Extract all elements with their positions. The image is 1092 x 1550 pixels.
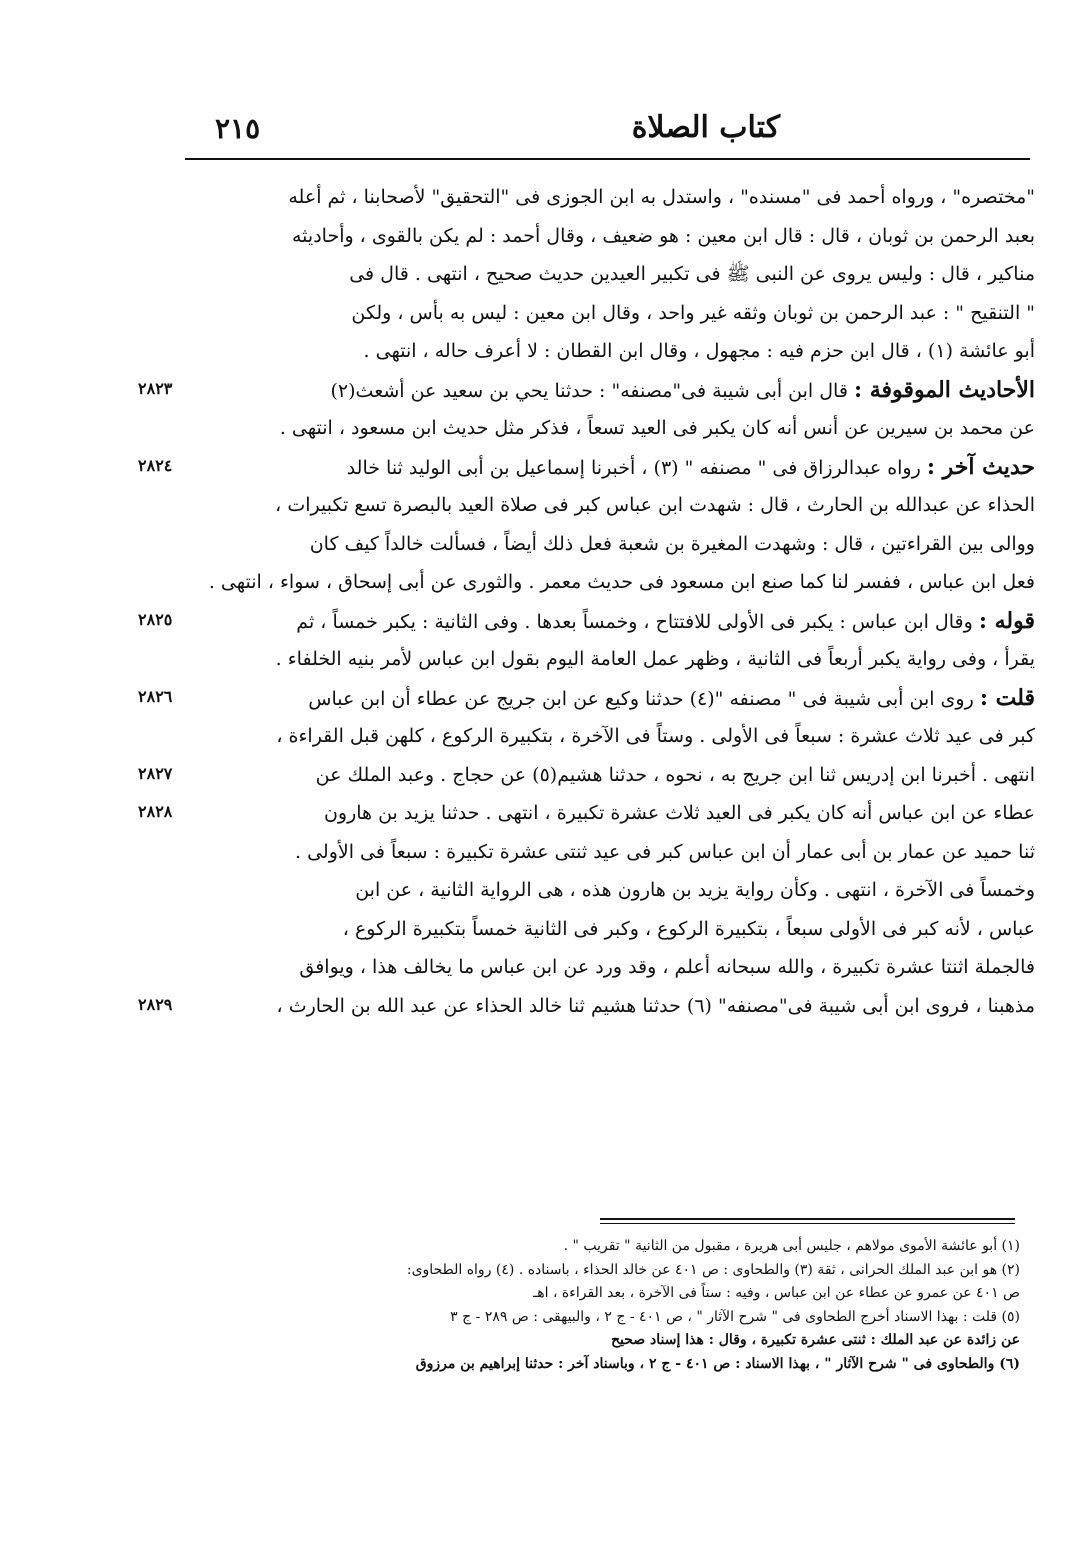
line-text: يقرأ ، وفى رواية يكبر أربعاً فى الثانية ، وظهر عمل العامة اليوم بقول ابن عباس لأمر بنيه الخلفاء . [275, 648, 1035, 670]
hadith-number: ٢٨٢٩ [138, 994, 173, 1014]
line-text: الحذاء عن عبدالله بن الحارث ، قال : شهدت ابن عباس كبر فى صلاة العيد بالبصرة تسع تكبيرات ، [275, 494, 1035, 516]
line-text: انتهى . أخبرنا ابن إدريس ثنا ابن جريج به ، نحوه ، حدثنا هشيم(٥) عن حجاج . وعبد الملك عن [315, 763, 1035, 786]
text-line [190, 332, 1035, 371]
footnote-line: عن زائدة عن عبد الملك : ثنتى عشرة تكبيرة ، وقال : هذا إسناد صحيح [610, 1332, 1020, 1348]
text-line [190, 640, 1035, 679]
page-header [185, 110, 1030, 154]
page-number: ٢١٥ [215, 112, 261, 145]
line-text: ووالى بين القراءتين ، قال : وشهدت المغيرة بن شعبة فعل ذلك أيضاً ، فسألت خالداً كيف كان [309, 532, 1035, 555]
line-text: " التنقيح " : عبد الرحمن بن ثوبان وثقه غير واحد ، وقال ابن معين : ليس به بأس ، ولكن [351, 301, 1035, 324]
hadith-number: ٢٨٢٤ [138, 455, 173, 475]
line-text: مذهبنا ، فروى ابن أبى شيبة فى"مصنفه" (٦) حدثنا هشيم ثنا خالد الحذاء عن عبد الله بن الحارث ، [276, 994, 1035, 1017]
line-text: رواه عبدالرزاق فى " مصنفه " (٣) ، أخبرنا إسماعيل بن أبى الوليد ثنا خالد [346, 456, 927, 479]
text-line [190, 486, 1035, 525]
text-line [190, 756, 1035, 795]
text-line [190, 910, 1035, 949]
text-line [190, 987, 1035, 1026]
header-divider [185, 158, 1030, 160]
line-text: مناكير ، قال : وليس يروى عن النبى ﷺ فى تكبير العيدين حديث صحيح ، انتهى . قال فى [349, 263, 1035, 285]
line-text: "مختصره" ، ورواه أحمد فى "مسنده" ، واستدل به ابن الجوزى فى "التحقيق" لأصحابنا ، ثم أعله [288, 186, 1035, 208]
text-line [190, 794, 1035, 833]
line-text: روى ابن أبى شيبة فى " مصنفه "(٤) حدثنا وكيع عن ابن جريج عن عطاء أن ابن عباس [308, 687, 980, 710]
text-line [190, 409, 1035, 448]
line-text: عن محمد بن سيرين عن أنس أنه كان يكبر فى العيد تسعاً ، فذكر مثل حديث ابن مسعود ، انتهى . [279, 417, 1035, 439]
line-text: كبر فى عيد ثلاث عشرة : سبعاً فى الأولى . وستاً فى الآخرة ، بتكبيرة الركوع ، كلهن قبل القراءة ، [276, 725, 1035, 747]
section-heading: الأحاديث الموقوفة : [853, 376, 1035, 403]
line-text: وقال ابن عباس : يكبر فى الأولى للافتتاح ، وخمساً بعدها . وفى الثانية : يكبر خمساً ، ثم [296, 610, 979, 633]
footnote-line: ص ٤٠١ عن عمرو عن عطاء عن ابن عباس ، وفيه : ستاً فى الآخرة ، بعد القراءة ، اهـ [533, 1285, 1020, 1301]
footnote-divider [600, 1218, 1015, 1220]
line-text: ثنا حميد عن عمار بن أبى عمار أن ابن عباس كبر فى عيد ثنتى عشرة تكبيرة : سبعاً فى الأولى . [295, 840, 1035, 863]
hadith-number: ٢٨٢٦ [138, 686, 173, 706]
text-line [190, 871, 1035, 910]
section-heading: قوله : [978, 607, 1035, 634]
text-line [190, 833, 1035, 872]
hadith-number: ٢٨٢٧ [138, 763, 173, 783]
footnote-line: (٦) والطحاوى فى " شرح الآثار " ، بهذا الاسناد : ص ٤٠١ - ج ٢ ، وباسناد آخر : حدثنا إبراهيم بن مرزوق [415, 1355, 1020, 1372]
line-text: بعبد الرحمن بن ثوبان ، قال : قال ابن معين : هو ضعيف ، وقال أحمد : لم يكن بالقوى ، وأحاديثه [291, 224, 1035, 247]
line-text: وخمساً فى الآخرة ، انتهى . وكأن رواية يزيد بن هارون هذه ، هى الرواية الثانية ، عن ابن [355, 879, 1035, 901]
text-line [190, 679, 1035, 718]
footnote-line: (٢) هو ابن عبد الملك الحرانى ، ثقة (٣) والطحاوى : ص ٤٠١ عن خالد الحذاء ، باسناده . (٤) رواه الطحاوى: [406, 1261, 1020, 1278]
text-line [190, 525, 1035, 564]
book-title: كتاب الصلاة [631, 110, 780, 145]
text-line [190, 563, 1035, 602]
line-text: أبو عائشة (١) ، قال ابن حزم فيه : مجهول ، وقال ابن القطان : لا أعرف حاله ، انتهى . [363, 340, 1035, 362]
footnote-line: (٥) قلت : بهذا الاسناد أخرج الطحاوى فى " شرح الآثار " ، ص ٤٠١ - ج ٢ ، والبيهقى : ص ٢٨٩ - ج ٣ [450, 1308, 1020, 1325]
text-line [190, 602, 1035, 641]
footnote-divider-thin [600, 1223, 1015, 1224]
line-text: فالجملة اثنتا عشرة تكبيرة ، والله سبحانه أعلم ، وقد ورد عن ابن عباس ما يخالف هذا ، ويوافق [299, 956, 1035, 978]
line-text: عباس ، لأنه كبر فى الأولى سبعاً ، بتكبيرة الركوع ، وكبر فى الثانية خمساً بتكبيرة الركوع ، [342, 917, 1035, 940]
hadith-number: ٢٨٢٥ [138, 609, 173, 629]
section-heading: حديث آخر : [926, 453, 1035, 480]
line-text: فعل ابن عباس ، ففسر لنا كما صنع ابن مسعود فى حديث معمر . والثورى عن أبى إسحاق ، سواء ، انتهى . [208, 571, 1035, 593]
footnotes [190, 1235, 1020, 1376]
text-line [190, 448, 1035, 487]
hadith-number: ٢٨٢٨ [138, 802, 173, 821]
text-line [190, 717, 1035, 756]
hadith-number: ٢٨٢٣ [138, 378, 173, 398]
text-line [190, 217, 1035, 256]
text-line [190, 371, 1035, 410]
section-heading: قلت : [979, 684, 1035, 711]
text-line [190, 178, 1035, 217]
main-text [190, 178, 1035, 1025]
text-line [190, 294, 1035, 333]
text-line [190, 255, 1035, 294]
line-text: قال ابن أبى شيبة فى"مصنفه" : حدثنا يحي بن سعيد عن أشعث(٢) [330, 379, 854, 402]
footnote-line: (١) أبو عائشة الأموى مولاهم ، جليس أبى هريرة ، مقبول من الثانية " تقريب " . [563, 1238, 1020, 1254]
text-line [190, 948, 1035, 987]
line-text: عطاء عن ابن عباس أنه كان يكبر فى العيد ثلاث عشرة تكبيرة ، انتهى . حدثنا يزيد بن هارون [323, 802, 1035, 824]
